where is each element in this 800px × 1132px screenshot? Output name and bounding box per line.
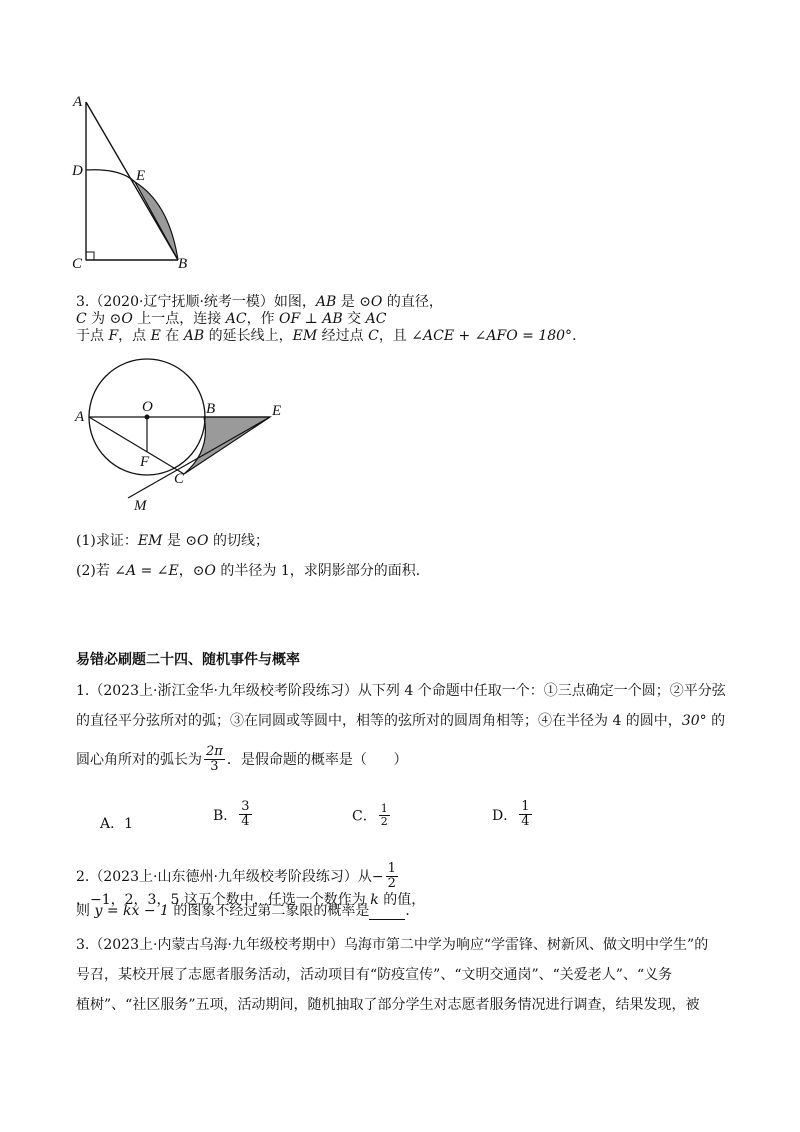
p2-text: 这五个数中，任选一个数作为 (179, 891, 371, 908)
q3-text: 于点 (76, 328, 109, 344)
p1-text: ．是假命题的概率是（ ） (226, 751, 408, 768)
figure-triangle-arc (60, 90, 210, 275)
p3-line1 (76, 937, 736, 954)
p2-source: （2023上·山东德州·九年级校考阶段练习）从 (89, 868, 372, 885)
p3-line2 (76, 967, 736, 984)
number-list: ，−1，2，3，5 (76, 891, 180, 908)
math-AC: AC (225, 310, 247, 327)
math-minus: − (371, 868, 384, 885)
q3-text: ． (572, 328, 587, 344)
math-k: k (370, 891, 379, 908)
label-F: F (140, 454, 150, 470)
q3-part1-text: 的切线； (208, 533, 269, 549)
q3-number: 3. (76, 294, 90, 310)
fraction-denominator: 4 (241, 814, 250, 830)
q3-text: 经过点 (317, 328, 369, 344)
option-key: B． (213, 807, 238, 824)
option-value: 1 (124, 816, 134, 832)
p3-line3 (76, 997, 736, 1014)
option-fraction (519, 800, 531, 830)
fraction-denominator: 3 (210, 759, 219, 775)
p2-number: 2. (76, 868, 90, 885)
label-O: O (142, 399, 153, 415)
q3-line1 (76, 294, 736, 328)
line-EM (128, 417, 270, 498)
math-circle-O: ⊙O (185, 533, 209, 549)
math-AC: AC (365, 310, 387, 327)
fraction-numerator: 3 (241, 799, 250, 814)
q3-text: 是 (336, 294, 360, 310)
q3-part2 (76, 563, 736, 580)
fraction-numerator: 2π (206, 744, 223, 759)
fraction-1-over-2 (386, 862, 398, 892)
q3-source: （2020·辽宁抚顺·统考一模）如图， (89, 294, 316, 310)
p3-text: 号召，某校开展了志愿者服务活动，活动项目有“防疫宣传”、“文明交通岗”、“关爱老人”、“义务 (76, 967, 673, 983)
option-key: C． (352, 808, 377, 825)
answer-blank[interactable] (369, 905, 405, 920)
p1-text: 的直径平分弦所对的弧；③在同圆或等圆中，相等的弦所对的圆周角相等；④在半径为 4 的圆中， (76, 713, 682, 729)
arc-DE (86, 170, 135, 182)
label-C: C (174, 471, 185, 487)
math-angle-equal: ∠A = ∠E (114, 563, 179, 579)
p1-number: 1. (76, 683, 90, 699)
option-fraction (239, 800, 251, 830)
label-C: C (72, 256, 83, 272)
math-C: C (368, 328, 379, 344)
math-E: E (150, 328, 161, 344)
q3-part1-text: (1)求证： (76, 533, 138, 549)
fraction-numerator: 1 (387, 861, 396, 876)
math-C: C (76, 310, 87, 327)
p1-text: 圆心角所对的弧长为 (76, 751, 202, 768)
option-C[interactable] (352, 803, 392, 828)
fraction-2pi-over-3 (204, 745, 225, 775)
math-F: F (108, 328, 119, 344)
fraction-numerator: 1 (380, 802, 388, 815)
option-A[interactable] (100, 813, 133, 833)
math-EM: EM (292, 328, 318, 344)
q3-text: 在 (160, 328, 184, 344)
math-equation: y = kx − 1 (94, 903, 169, 919)
option-key: A． (100, 816, 125, 832)
math-angle-condition: ∠ACE + ∠AFO = 180° (411, 328, 573, 344)
p2-text: 的图象不经过第二象限的概率是 (168, 903, 370, 919)
q3-part2-text: 的半径为 1，求阴影部分的面积． (215, 563, 430, 579)
math-EM: EM (137, 533, 163, 549)
label-E: E (136, 168, 146, 184)
p1-line2 (76, 713, 736, 730)
math-circle-O: ⊙O (109, 310, 133, 327)
label-E: E (272, 403, 282, 419)
label-B: B (178, 256, 188, 272)
option-fraction (379, 803, 390, 828)
label-M: M (134, 498, 147, 514)
math-circle-O: ⊙O (192, 563, 216, 579)
p3-text: （2023上·内蒙古乌海·九年级校考期中）乌海市第二中学为响应“学雷锋、树新风、做文明中学生”的 (89, 937, 709, 953)
label-D: D (72, 163, 83, 179)
q3-text: 的延长线上， (204, 328, 293, 344)
q3-text: ，且 (378, 328, 412, 344)
option-D[interactable] (492, 800, 534, 830)
p3-number: 3. (76, 937, 90, 953)
p1-line3 (76, 745, 736, 775)
q3-part2-text: (2)若 (76, 563, 115, 579)
p2-line1 (76, 862, 736, 908)
p2-line2 (76, 903, 736, 920)
p2-text: 的值， (378, 891, 426, 908)
segment-AC (89, 417, 184, 474)
fraction-denominator: 4 (521, 814, 530, 830)
q3-part2-text: ， (178, 563, 193, 579)
q3-text: 为 (86, 310, 110, 327)
fraction-numerator: 1 (521, 799, 530, 814)
label-A: A (73, 94, 83, 110)
p1-line1 (76, 683, 736, 700)
section-title: 易错必刷题二十四、随机事件与概率 (76, 652, 300, 668)
p2-text: ． (405, 903, 420, 919)
label-B: B (206, 401, 216, 417)
segment-AB (86, 102, 178, 260)
p1-text: （2023上·浙江金华·九年级校考阶段练习）从下列 4 个命题中任取一个：①三点确定一个圆；②平分弦 (89, 683, 726, 699)
math-30-degrees: 30° (681, 713, 707, 729)
figure-circle-tangent (70, 350, 300, 515)
option-key: D． (492, 807, 518, 824)
math-OF-perp-AB: OF ⊥ AB (279, 310, 343, 327)
right-angle-mark (86, 252, 94, 260)
p3-text: 植树”、“社区服务”五项，活动期间，随机抽取了部分学生对志愿者服务情况进行调查，结果发现，被 (76, 997, 700, 1013)
q3-line2 (76, 328, 736, 345)
label-A: A (75, 409, 85, 425)
q3-text: ，点 (118, 328, 151, 344)
fraction-denominator: 2 (387, 876, 396, 892)
math-circle-O: ⊙O (359, 294, 383, 310)
q3-text: 上一点，连接 (132, 310, 226, 327)
math-AB: AB (183, 328, 205, 344)
q3-part1-text: 是 (162, 533, 186, 549)
fraction-denominator: 2 (380, 815, 388, 829)
option-B[interactable] (213, 800, 254, 830)
math-AB: AB (315, 294, 337, 310)
q3-text: 交 (342, 310, 366, 327)
center-dot (145, 415, 150, 420)
q3-part1 (76, 533, 736, 550)
p2-text: 则 (76, 903, 95, 919)
q3-text: 的直径， (382, 294, 443, 310)
q3-text: ，作 (246, 310, 280, 327)
p1-text: 的 (706, 713, 726, 729)
